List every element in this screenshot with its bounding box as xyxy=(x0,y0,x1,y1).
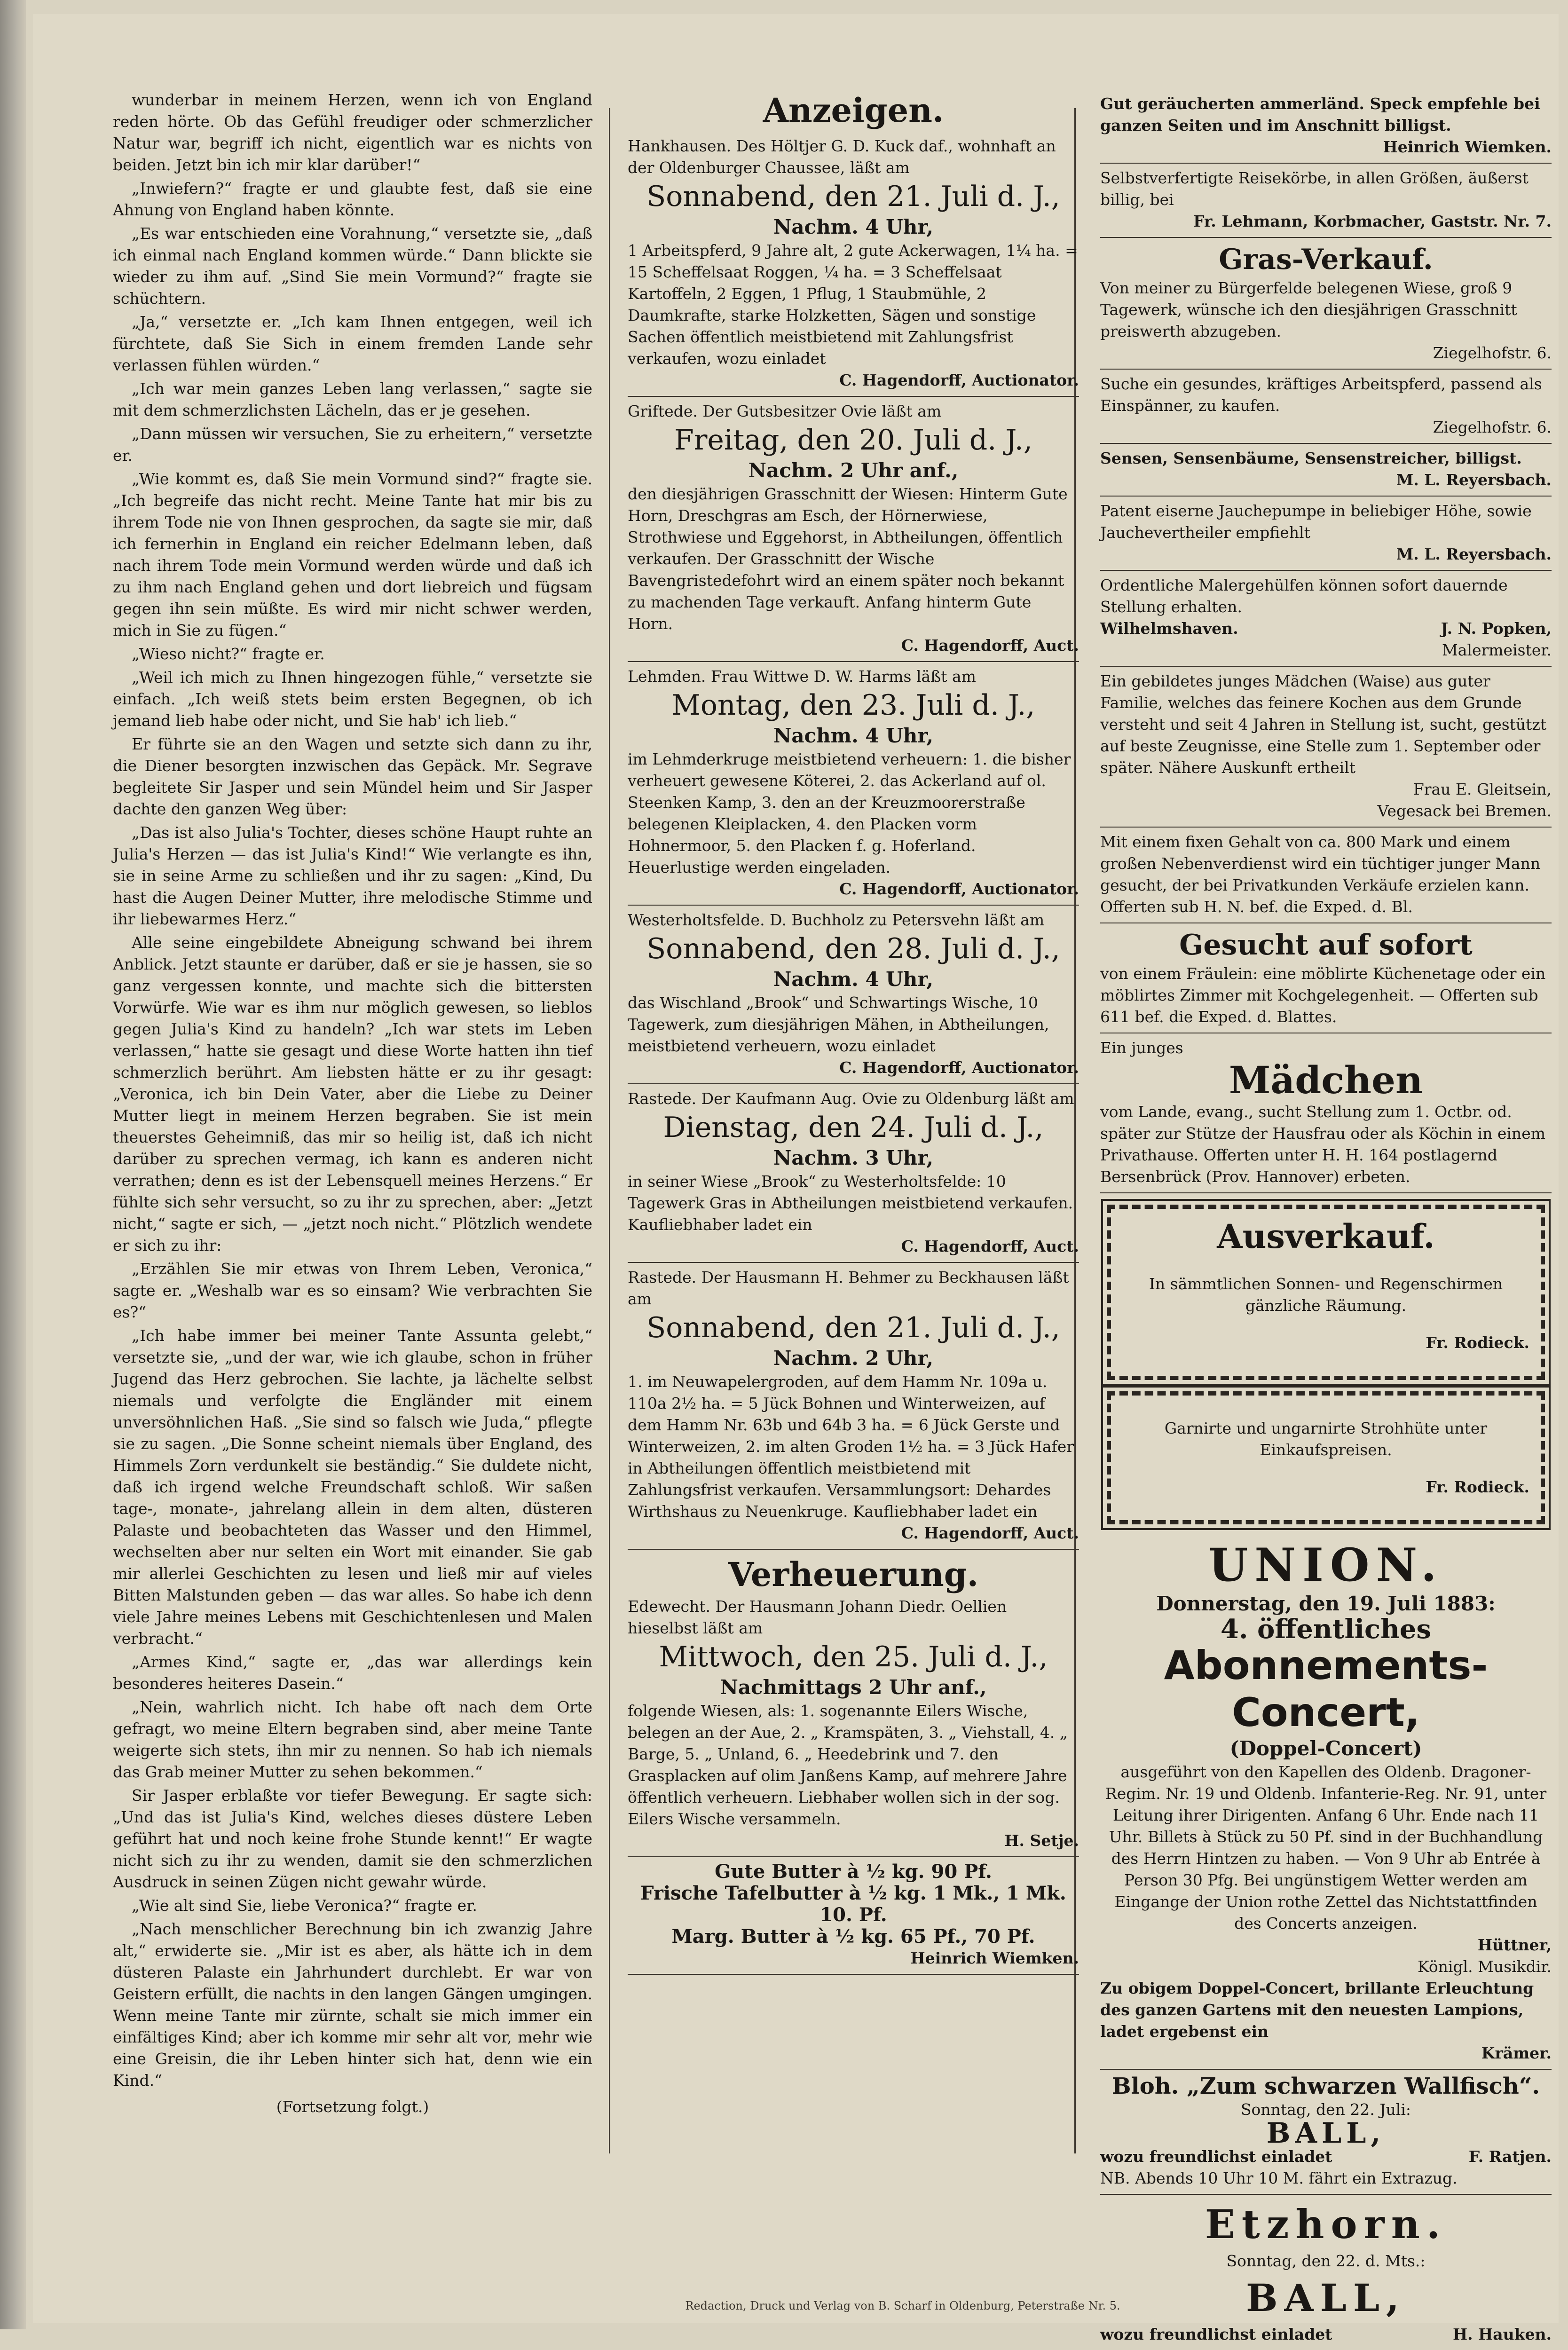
ad-signature: C. Hagendorff, Auct. xyxy=(901,1524,1079,1542)
ad-signature: J. N. Popken, xyxy=(1441,619,1552,638)
butter-ad xyxy=(628,1857,1079,1975)
story-paragraph: Sir Jasper erblaßte vor tiefer Bewegung. Er sagte sich: „Und das ist Julia's Kind, welches dieses düstere Leben geführt hat und noch keine frohe Stunde kennt!“ Er wagte nicht sich zu ihr zu wenden, damit sie den schmerzlichen Ausdruck in seinen Zügen nicht gewahr würde. xyxy=(113,1786,592,1891)
ad-signature: Ziegelhofstr. 6. xyxy=(1433,344,1552,362)
ad-text: Patent eiserne Jauchepumpe in beliebiger Höhe, sowie Jauchevertheiler empfiehlt xyxy=(1100,502,1532,542)
ad-heading: Ausverkauf. xyxy=(1217,1217,1435,1256)
ad-intro: Lehmden. Frau Wittwe D. W. Harms läßt am xyxy=(628,667,976,686)
verheuerung-heading: Verheuerung. xyxy=(728,1555,979,1594)
ad-body: das Wischland „Brook“ und Schwartings Wische, 10 Tagewerk, zum diesjährigen Mähen, in Abtheilungen, meistbietend verheuern, wozu einladet xyxy=(628,994,1049,1055)
auction-ad xyxy=(628,397,1079,662)
ad-signature: C. Hagendorff, Auct. xyxy=(901,1237,1079,1255)
gras-verkauf-ad xyxy=(1100,238,1552,370)
ad-date: Montag, den 23. Juli d. J., xyxy=(671,689,1035,722)
ad-signature-row xyxy=(1100,2146,1552,2168)
arbeitspferd-ad xyxy=(1100,370,1552,444)
ad-pre: Ein junges xyxy=(1100,1039,1183,1057)
butter-line: Marg. Butter à ½ kg. 65 Pf., 70 Pf. xyxy=(671,1925,1035,1948)
maedchen-vom-lande-ad xyxy=(1100,1033,1552,1193)
ad-text: Suche ein gesundes, kräftiges Arbeitspferd, passend als Einspänner, zu kaufen. xyxy=(1100,375,1542,415)
ad-intro: Rastede. Der Hausmann H. Behmer zu Beckhausen läßt am xyxy=(628,1268,1069,1308)
story-paragraph: „Inwiefern?“ fragte er und glaubte fest, daß sie eine Ahnung von England haben könnte. xyxy=(113,179,592,219)
story-paragraph: „Armes Kind,“ sagte er, „das war allerdings kein besonderes heiteres Dasein.“ xyxy=(113,1653,592,1693)
story-paragraph: Alle seine eingebildete Abneigung schwand bei ihrem Anblick. Jetzt staunte er darüber, daß er sie je hassen, sie so ganz vergessen konnte, und machte sich die bittersten Vorwürfe. Wie war es ihm nur möglich gewesen, so lieblos gegen Julia's Kind zu handeln? „Ich war stets im Leben verlassen,“ hatte sie gesagt und diese Worte hatten ihn tief schmerzlich berührt. Am liebsten hätte er zu ihr gesagt: „Veronica, ich bin Dein Vater, aber die Liebe zu Deiner Mutter liegt in meinem Herzen begraben. Sie ist mein theuerstes Geheimniß, das mir so heilig ist, daß ich nicht darüber zu sprechen vermag, ich kann es anderen nicht verrathen; denn es ist der Lebensquell meines Herzens.“ Er fühlte sich sehr versucht, so zu ihr zu sprechen, aber: „Jetzt nicht,“ sagte er sich, — „jetzt noch nicht.“ Plötzlich wendete er sich zu ihr: xyxy=(113,933,592,1254)
ad-text: Ordentliche Malergehülfen können sofort dauernde Stellung erhalten. xyxy=(1100,576,1508,616)
gesucht-ad xyxy=(1100,923,1552,1033)
auction-ad xyxy=(628,1263,1079,1550)
ad-text: Ein gebildetes junges Mädchen (Waise) aus guter Familie, welches das feinere Kochen aus dem Grunde versteht und seit 4 Jahren in Stellung ist, sucht, gestützt auf beste Zeugnisse, eine Stelle zum 1. September oder später. Nähere Auskunft ertheilt xyxy=(1100,672,1547,777)
ball-title: BALL, xyxy=(1245,2276,1406,2320)
ad-place: Wilhelmshaven. xyxy=(1100,619,1238,638)
ad-date: Sonnabend, den 21. Juli d. J., xyxy=(646,180,1060,213)
verheuerung-ad xyxy=(628,1550,1079,1857)
ball-date: Sonntag, den 22. d. Mts.: xyxy=(1226,2252,1426,2270)
junges-maedchen-ad xyxy=(1100,667,1552,828)
story-paragraph: „Weil ich mich zu Ihnen hingezogen fühle,“ versetzte sie einfach. „Ich weiß stets beim ersten Begegnen, ob ich jemand lieb habe oder nicht, und Sie hab' ich lieb.“ xyxy=(113,668,592,730)
story-paragraph: wunderbar in meinem Herzen, wenn ich von England reden hörte. Ob das Gefühl freudiger oder schmerzlicher Natur war, begriff ich nicht, eigentlich war es nichts von beiden. Jetzt bin ich mir klar darüber!“ xyxy=(113,91,592,174)
ad-date: Sonnabend, den 28. Juli d. J., xyxy=(646,932,1060,965)
ad-date: Mittwoch, den 25. Juli d. J., xyxy=(659,1640,1048,1673)
ads-column-middle xyxy=(628,89,1079,1975)
ad-note: NB. Abends 10 Uhr 10 M. fährt ein Extrazug. xyxy=(1100,2169,1458,2187)
ad-signature-title: Malermeister. xyxy=(1442,641,1552,659)
imprint-footer: Redaction, Druck und Verlag von B. Scharf in Oldenburg, Peterstraße Nr. 5. xyxy=(685,2299,1120,2312)
ad-note: Offerten sub H. N. bef. die Exped. d. Bl. xyxy=(1100,898,1413,916)
ad-signature-place: Vegesack bei Bremen. xyxy=(1377,802,1552,820)
ad-signature: Fr. Lehmann, Korbmacher, Gaststr. Nr. 7. xyxy=(1193,212,1552,230)
ad-signature: Frau E. Gleitsein, xyxy=(1413,780,1552,798)
auction-ad xyxy=(628,132,1079,397)
story-column xyxy=(113,89,592,2133)
walfisch-ball-ad xyxy=(1100,2070,1552,2195)
ad-time: Nachm. 3 Uhr, xyxy=(773,1146,934,1169)
auction-ad xyxy=(628,906,1079,1084)
ad-body: den diesjährigen Grasschnitt der Wiesen: Hinterm Gute Horn, Dreschgras am Esch, der Hörnerwiese, Strothwiese und Eggehorst, in Abtheilungen, öffentlich verkaufen. Der Grasschnitt der Wische Bavengristedefohrt wird an einem später noch bekannt zu machenden Tage verkauft. Anfang hinterm Gute Horn. xyxy=(628,485,1068,633)
ad-signature: F. Ratjen. xyxy=(1468,2147,1552,2166)
story-paragraph: „Ich war mein ganzes Leben lang verlassen,“ sagte sie mit dem schmerzlichsten Lächeln, das er je gesehen. xyxy=(113,379,592,419)
auction-ad xyxy=(628,1084,1079,1263)
ad-text: von einem Fräulein: eine möblirte Küchenetage oder ein möblirtes Zimmer mit Kochgelegenheit. — Offerten sub 611 bef. die Exped. d. Blattes. xyxy=(1100,964,1546,1026)
ad-signature-row xyxy=(1100,618,1552,639)
ad-heading: Bloh. „Zum schwarzen Wallfisch“. xyxy=(1111,2073,1540,2099)
ad-time: Nachmittags 2 Uhr anf., xyxy=(720,1676,987,1699)
sensen-ad xyxy=(1100,444,1552,497)
ad-signature: Hüttner, xyxy=(1477,1936,1552,1954)
story-paragraph: „Es war entschieden eine Vorahnung,“ versetzte sie, „daß ich einmal nach England kommen würde.“ Dann blickte sie wieder zu ihm auf. „Sind Sie mein Vormund?“ fragte sie schüchtern. xyxy=(113,224,592,308)
ad-body: 1 Arbeitspferd, 9 Jahre alt, 2 gute Ackerwagen, 1¼ ha. = 15 Scheffelsaat Roggen, ¼ ha. = 3 Scheffelsaat Kartoffeln, 2 Eggen, 1 Pflug, 1 Staubmühle, 2 Daumkrafte, starke Holzketten, Sägen und sonstige Sachen öffentlich meistbietend mit Zahlungsfrist verkaufen, wozu einladet xyxy=(628,241,1078,368)
ad-time: Nachm. 2 Uhr, xyxy=(773,1347,934,1370)
ausverkauf-ad xyxy=(1107,1205,1545,1380)
auction-ad xyxy=(628,662,1079,906)
newspaper-page xyxy=(33,14,1559,2343)
ad-time: Nachm. 4 Uhr, xyxy=(773,968,934,991)
ad-text: Garnirte und ungarnirte Strohhüte unter Einkaufspreisen. xyxy=(1164,1419,1488,1459)
ad-invite: wozu freundlichst einladet xyxy=(1100,2325,1332,2343)
butter-line: Frische Tafelbutter à ½ kg. 1 Mk., 1 Mk. 10. Pf. xyxy=(640,1882,1066,1926)
ad-signature: M. L. Reyersbach. xyxy=(1396,545,1552,563)
ad-text: ausgeführt von den Kapellen des Oldenb. Dragoner-Regim. Nr. 19 und Oldenb. Infanterie-Reg. Nr. 91, unter Leitung ihrer Dirigenten. Anfang 6 Uhr. Ende nach 11 Uhr. Billets à Stück zu 50 Pf. sind in der Buchhandlung des Herrn Hintzen zu haben. — Von 9 Uhr ab Entrée à Person 30 Pfg. Bei ungünstigem Wetter werden am Eingange der Union rothe Zettel das Nichtstattfinden des Concerts anzeigen. xyxy=(1105,1763,1547,1932)
ad-intro: Westerholtsfelde. D. Buchholz zu Petersvehn läßt am xyxy=(628,911,1045,929)
malergehuelfen-ad xyxy=(1100,571,1552,667)
ad-signature: Heinrich Wiemken. xyxy=(910,1949,1079,1967)
ad-time: Nachm. 2 Uhr anf., xyxy=(748,459,959,482)
ad-body: 1. im Neuwapelergroden, auf dem Hamm Nr. 109a u. 110a 2½ ha. = 5 Jück Bohnen und Winterweizen, auf dem Hamm Nr. 63b und 64b 3 ha. = 6 Jück Gerste und Winterweizen, 2. im alten Groden 1½ ha. = 3 Jück Hafer in Abtheilungen öffentlich meistbietend mit Zahlungsfrist verkaufen. Versammlungsort: Dehardes Wirthshaus zu Neuenkruge. Kaufliebhaber ladet ein xyxy=(628,1372,1074,1521)
column-rule xyxy=(609,108,610,2153)
ad-signature: C. Hagendorff, Auctionator. xyxy=(839,1058,1079,1077)
ad-body: in seiner Wiese „Brook“ zu Westerholtsfelde: 10 Tagewerk Gras in Abtheilungen meistbietend verkaufen. Kaufliebhaber ladet ein xyxy=(628,1172,1073,1234)
concert-date: Donnerstag, den 19. Juli 1883: xyxy=(1156,1592,1496,1615)
continued-note: (Fortsetzung folgt.) xyxy=(276,2098,429,2116)
jauchepumpe-ad xyxy=(1100,497,1552,571)
etzhorn-ball-ad xyxy=(1100,2195,1552,2350)
union-concert-ad xyxy=(1100,1536,1552,2070)
ad-date: Sonnabend, den 21. Juli d. J., xyxy=(646,1311,1060,1344)
ad-intro: Griftede. Der Gutsbesitzer Ovie läßt am xyxy=(628,402,942,420)
story-paragraph: „Nach menschlicher Berechnung bin ich zwanzig Jahre alt,“ erwiderte sie. „Mir ist es aber, als hätte ich in dem düsteren Palaste ein Jahrhundert durchlebt. Er war von Geistern erfüllt, die nachts in den langen Gängen umgingen. Wenn meine Tante mir zürnte, schalt sie mich immer ein einfältiges Kind; aber ich komme mir sehr alt vor, mehr wie eine Greisin, die ihr Leben hinter sich hat, denn wie ein Kind.“ xyxy=(113,1920,592,2090)
ad-intro: Hankhausen. Des Höltjer G. D. Kuck daf., wohnhaft an der Oldenburger Chaussee, läßt am xyxy=(628,137,1056,177)
ad-time: Nachm. 4 Uhr, xyxy=(773,215,934,238)
ball-date: Sonntag, den 22. Juli: xyxy=(1240,2100,1411,2119)
ad-date: Dienstag, den 24. Juli d. J., xyxy=(663,1111,1044,1144)
ad-extra: Zu obigem Doppel-Concert, brillante Erleuchtung des ganzen Gartens mit den neuesten Lampions, ladet ergebenst ein xyxy=(1100,1979,1534,2041)
ads-column-right xyxy=(1100,89,1552,2350)
ad-heading: Mädchen xyxy=(1229,1058,1423,1102)
ad-signature: Fr. Rodieck. xyxy=(1426,1478,1529,1496)
ad-date: Freitag, den 20. Juli d. J., xyxy=(674,424,1032,457)
story-paragraph: „Nein, wahrlich nicht. Ich habe oft nach dem Orte gefragt, wo meine Eltern begraben sind, aber meine Tante weigerte sich stets, ihn mir zu nennen. So hab ich niemals das Grab meiner Mutter zu sehen bekommen.“ xyxy=(113,1698,592,1781)
ad-signature: H. Setje. xyxy=(1004,1831,1079,1850)
story-paragraph: „Ich habe immer bei meiner Tante Assunta gelebt,“ versetzte sie, „und der war, wie ich glaube, schon in früher Jugend das Herz gebrochen. Sie lachte, ja lächelte selbst niemals und verfolgte die Engländer mit einem unversöhnlichen Haß. „Sie sind so falsch wie Juda,“ pflegte sie zu sagen. „Die Sonne scheint niemals über England, des Himmels Zorn verdunkelt sie beständig.“ Sie duldete nicht, daß ich irgend welche Freundschaft schloß. Wir saßen tage-, monate-, jahrelang allein in dem alten, düsteren Palaste und beobachteten das Wasser und den Himmel, wechselten aber nur selten ein Wort mit einander. Sie gab mir allerlei Geschichten zu lesen und ließ mir auf vieles Bitten Malstunden geben — das war alles. So habe ich denn viele Jahre meines Lebens mit Geschichtenlesen und Malen verbracht.“ xyxy=(113,1326,592,1648)
ad-signature: C. Hagendorff, Auct. xyxy=(901,636,1079,655)
ad-heading: UNION. xyxy=(1208,1538,1443,1592)
ad-invite: wozu freundlichst einladet xyxy=(1100,2147,1332,2166)
ad-signature: Fr. Rodieck. xyxy=(1426,1333,1529,1352)
story-paragraph: „Das ist also Julia's Tochter, dieses schöne Haupt ruhte an Julia's Herzen — das ist Julia's Kind!“ Wie verlangte es ihn, sie in seine Arme zu schließen und ihr zu sagen: „Kind, Du hast die Augen Deiner Mutter, ihre melodische Stimme und ihr liebewarmes Herz.“ xyxy=(113,823,592,928)
speck-ad xyxy=(1100,89,1552,164)
junger-mann-ad xyxy=(1100,828,1552,923)
ad-text: Mit einem fixen Gehalt von ca. 800 Mark und einem großen Nebenverdienst wird ein tüchtiger junger Mann gesucht, der bei Privatkunden Verkäufe erzielen kann. xyxy=(1100,833,1541,894)
ad-signature: H. Hauken. xyxy=(1452,2325,1552,2343)
ball-title: BALL, xyxy=(1266,2117,1386,2150)
story-paragraph: „Dann müssen wir versuchen, Sie zu erheitern,“ versetzte er. xyxy=(113,425,592,465)
story-paragraph: Er führte sie an den Wagen und setzte sich dann zu ihr, die Diener besorgten inzwischen das Gepäck. Mr. Segrave begleitete Sir Jasper und sein Mündel heim und Sir Jasper dachte den ganzen Weg über: xyxy=(113,735,592,818)
concert-line: 4. öffentliches xyxy=(1221,1614,1431,1645)
book-binding-edge xyxy=(0,0,26,2329)
ad-signature: Krämer. xyxy=(1481,2044,1552,2062)
story-paragraph: „Wie kommt es, daß Sie mein Vormund sind?“ fragte sie. „Ich begreife das nicht recht. Meine Tante hat mir bis zu ihrem Tode nie von Ihnen gesprochen, da sagte sie mir, daß ich fernerhin in England ein reicher Edelmann leben, daß nach ihrem Tode mein Vormund werden würde und daß ich zu ihm nach England gehen und dort liebreich und fügsam gegen ihn sein müßte. Es wird mir nicht schwer werden, mich in Sie zu fügen.“ xyxy=(113,470,592,639)
ad-body: im Lehmderkruge meistbietend verheuern: 1. die bisher verheuert gewesene Köterei, 2. das Ackerland auf ol. Steenken Kamp, 3. den an der Kreuzmoorerstraße belegenen Kleiplacken, 4. den Placken vorm Hohnermoor, 5. den Placken f. g. Hoferland. Heuerlustige werden eingeladen. xyxy=(628,750,1071,876)
butter-line: Gute Butter à ½ kg. 90 Pf. xyxy=(715,1861,992,1883)
ad-signature-title: Königl. Musikdir. xyxy=(1418,1957,1552,1976)
ad-heading: Gesucht auf sofort xyxy=(1179,929,1473,962)
ad-signature: C. Hagendorff, Auctionator. xyxy=(839,371,1079,389)
ad-signature: C. Hagendorff, Auctionator. xyxy=(839,880,1079,898)
koerbe-ad xyxy=(1100,164,1552,238)
ad-text: Selbstverfertigte Reisekörbe, in allen Größen, äußerst billig, bei xyxy=(1100,169,1529,209)
concert-title: Abonnements-Concert, xyxy=(1164,1642,1488,1735)
ad-time: Nachm. 4 Uhr, xyxy=(773,724,934,747)
story-paragraph: „Wieso nicht?“ fragte er. xyxy=(132,645,325,663)
ad-text: Von meiner zu Bürgerfelde belegenen Wiese, groß 9 Tagewerk, wünsche ich den diesjährigen Grasschnitt preiswerth abzugeben. xyxy=(1100,279,1517,340)
ad-body: folgende Wiesen, als: 1. sogenannte Eilers Wische, belegen an der Aue, 2. „ Kramspäten, 3. „ Viehstall, 4. „ Barge, 5. „ Unland, 6. „ Heedebrink und 7. den Grasplacken auf olim Janßens Kamp, auf mehrere Jahre öffentlich verheuern. Liebhaber wollen sich in der sog. Eilers Wische versammeln. xyxy=(628,1702,1068,1828)
ad-signature: Heinrich Wiemken. xyxy=(1383,138,1552,156)
story-paragraph: „Ja,“ versetzte er. „Ich kam Ihnen entgegen, weil ich fürchtete, daß Sie Sich in einem fremden Lande sehr verlassen fühlen würden.“ xyxy=(113,313,592,374)
strohhuete-ad xyxy=(1107,1391,1545,1524)
story-paragraph: „Erzählen Sie mir etwas von Ihrem Leben, Veronica,“ sagte er. „Weshalb war es so einsam? Wie verbrachten Sie es?“ xyxy=(113,1260,592,1321)
ad-signature-row xyxy=(1100,2324,1552,2345)
ad-text: vom Lande, evang., sucht Stellung zum 1. Octbr. od. später zur Stütze der Hausfrau oder als Köchin in einem Privathause. Offerten unter H. H. 164 postlagernd Bersenbrück (Prov. Hannover) erbeten. xyxy=(1100,1103,1546,1186)
ad-signature: Ziegelhofstr. 6. xyxy=(1433,418,1552,436)
anzeigen-heading: Anzeigen. xyxy=(763,91,944,130)
ad-text: Gut geräucherten ammerländ. Speck empfehle bei ganzen Seiten und im Anschnitt billigst. xyxy=(1100,95,1540,134)
ad-heading: Etzhorn. xyxy=(1205,2201,1447,2247)
concert-subtitle: (Doppel-Concert) xyxy=(1229,1737,1422,1760)
ad-text: In sämmtlichen Sonnen- und Regenschirmen gänzliche Räumung. xyxy=(1149,1275,1503,1315)
ad-intro: Rastede. Der Kaufmann Aug. Ovie zu Oldenburg läßt am xyxy=(628,1089,1074,1108)
ad-intro: Edewecht. Der Hausmann Johann Diedr. Oellien hieselbst läßt am xyxy=(628,1597,1007,1637)
story-paragraph: „Wie alt sind Sie, liebe Veronica?“ fragte er. xyxy=(132,1896,477,1915)
ad-signature: M. L. Reyersbach. xyxy=(1396,471,1552,489)
ad-text: Sensen, Sensenbäume, Sensenstreicher, billigst. xyxy=(1100,449,1522,467)
ad-heading: Gras-Verkauf. xyxy=(1219,243,1433,276)
